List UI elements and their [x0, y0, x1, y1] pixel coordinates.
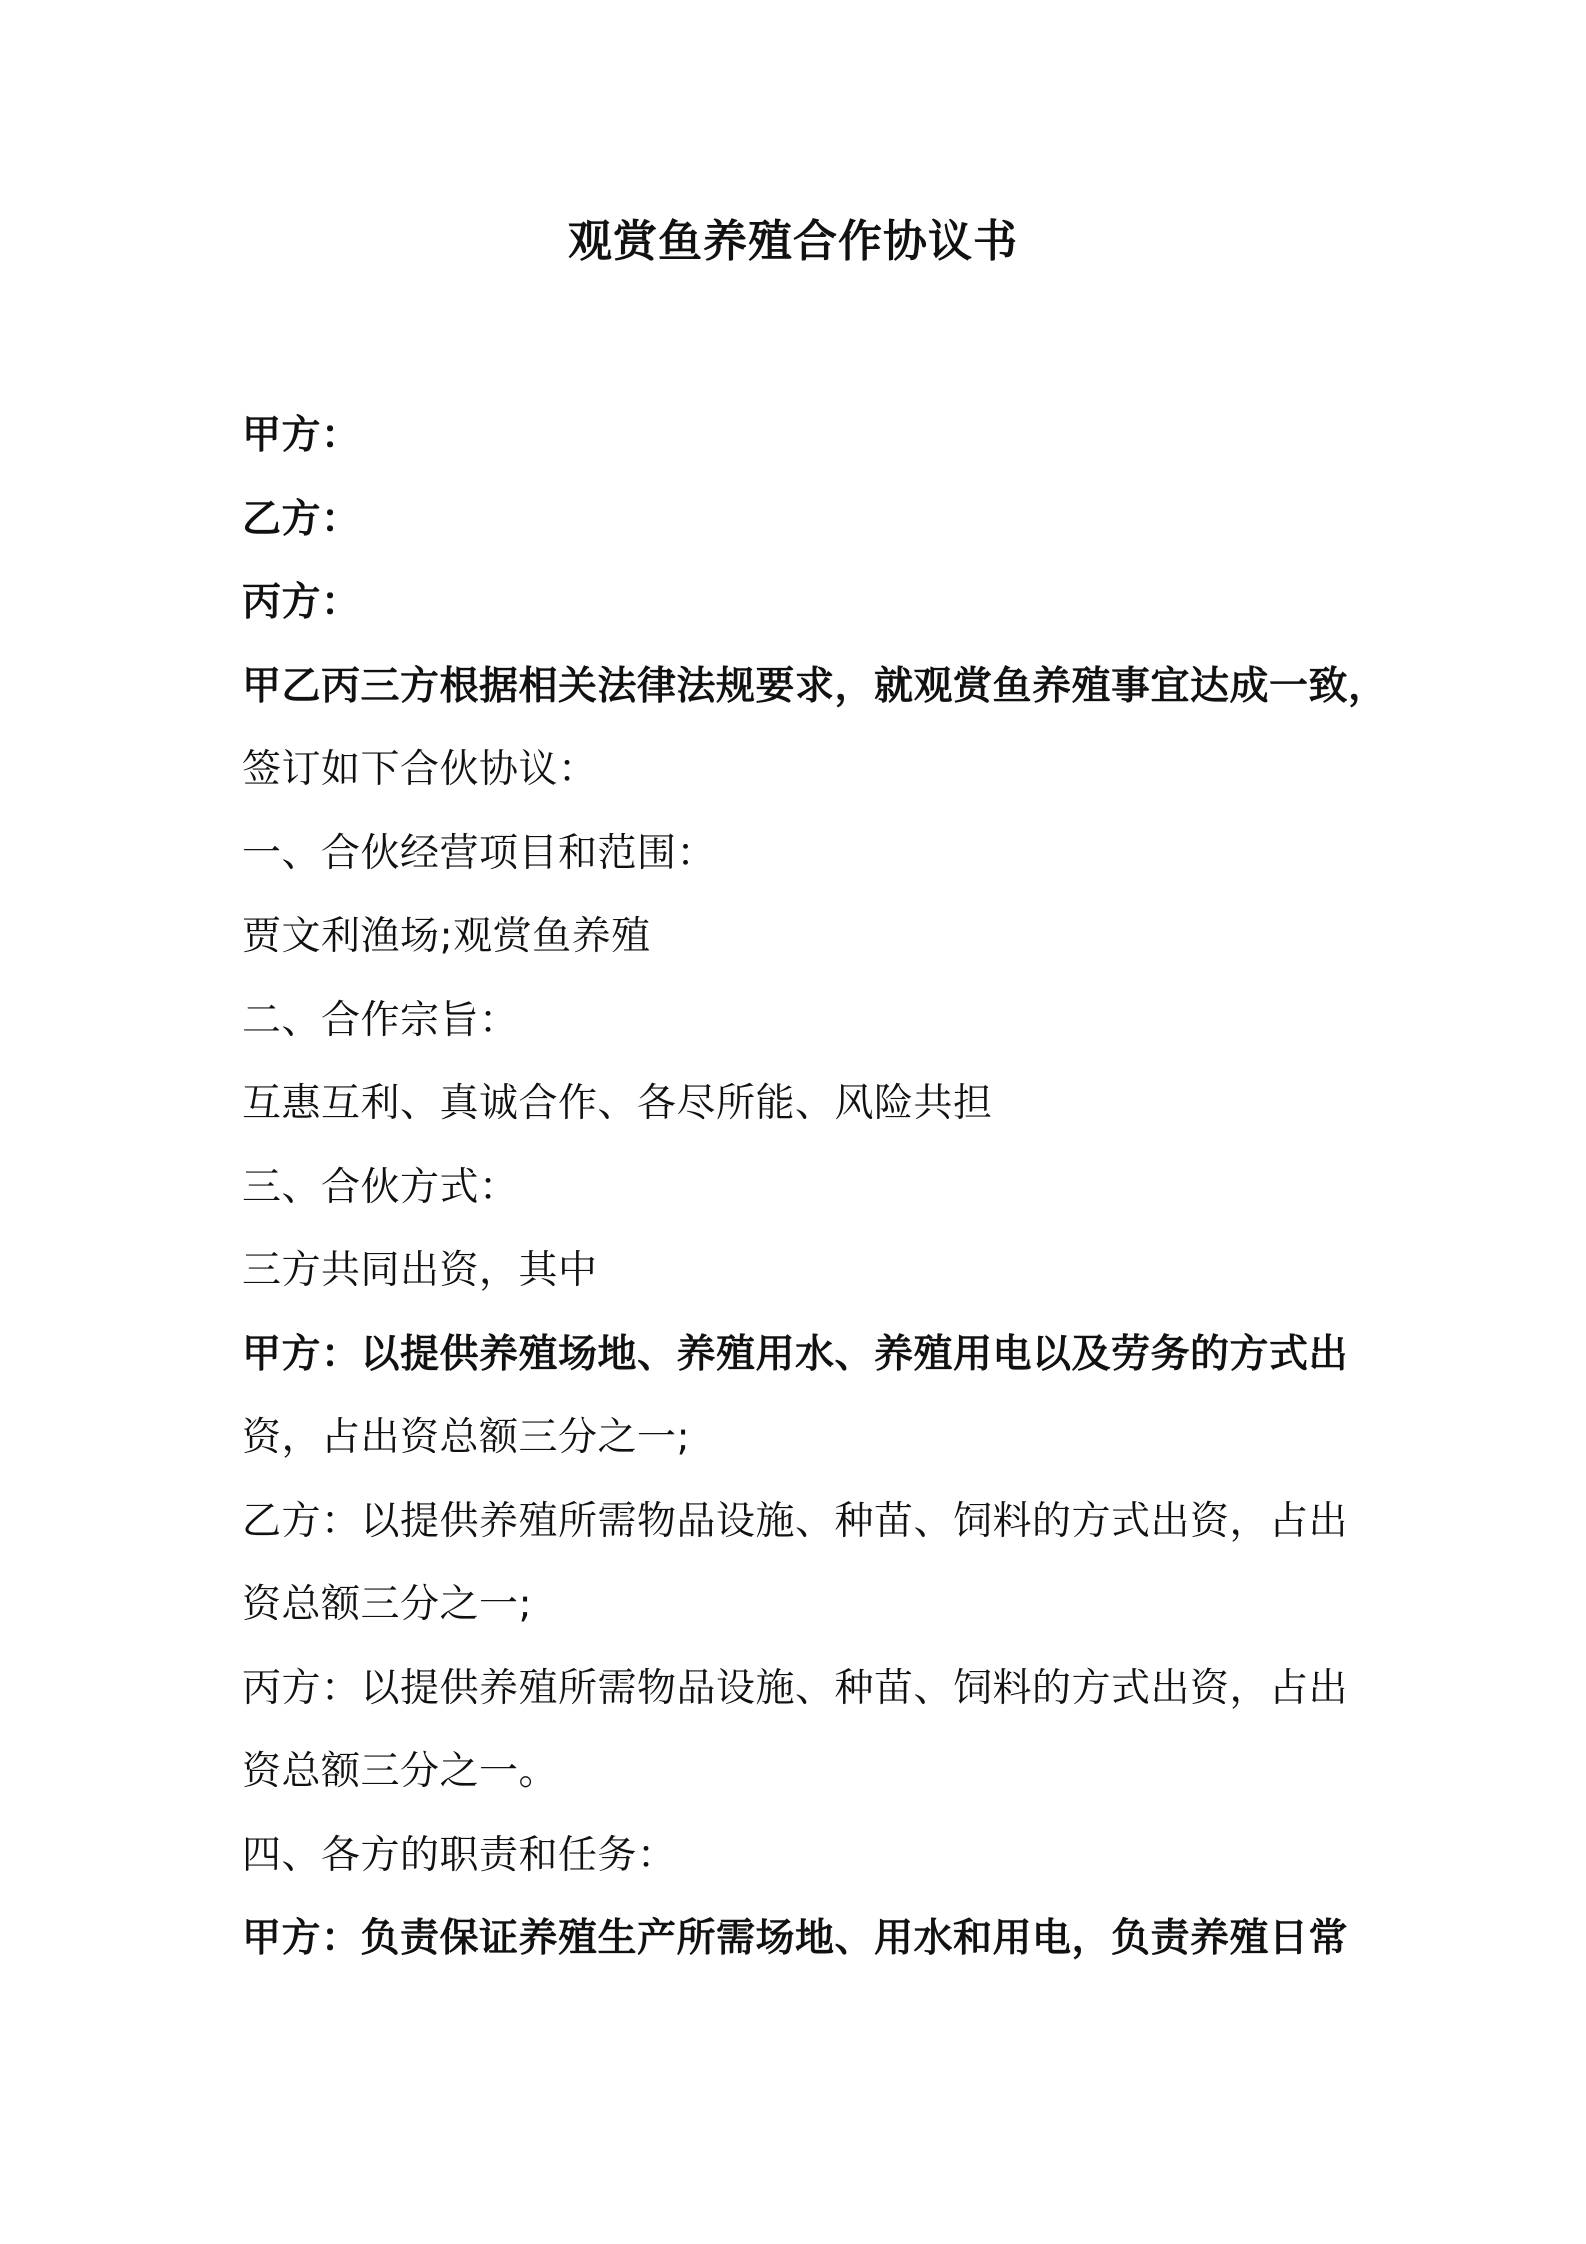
section-3-intro: 三方共同出资，其中 [242, 1248, 598, 1293]
party-a-duties-1: 甲方：负责保证养殖生产所需场地、用水和用电，负责养殖日常 [242, 1916, 1349, 1961]
party-b-capital-2: 资总额三分之一; [242, 1582, 533, 1627]
party-a-capital-1: 甲方：以提供养殖场地、养殖用水、养殖用电以及劳务的方式出 [242, 1332, 1349, 1377]
section-3-heading: 三、合伙方式： [242, 1165, 519, 1210]
preamble-line-2: 签订如下合伙协议： [242, 747, 598, 792]
section-1-heading: 一、合伙经营项目和范围： [242, 831, 717, 876]
party-c-label: 丙方： [242, 580, 361, 625]
section-4-heading: 四、各方的职责和任务： [242, 1833, 677, 1878]
party-c-capital-1: 丙方：以提供养殖所需物品设施、种苗、饲料的方式出资，占出 [242, 1666, 1349, 1711]
party-b-label: 乙方： [242, 497, 361, 542]
section-1-content: 贾文利渔场;观赏鱼养殖 [242, 914, 651, 959]
document-title: 观赏鱼养殖合作协议书 [568, 216, 1018, 267]
party-b-capital-1: 乙方：以提供养殖所需物品设施、种苗、饲料的方式出资，占出 [242, 1499, 1349, 1544]
preamble-line-1: 甲乙丙三方根据相关法律法规要求，就观赏鱼养殖事宜达成一致， [242, 664, 1388, 709]
party-a-label: 甲方： [242, 413, 361, 458]
section-2-heading: 二、合作宗旨： [242, 998, 519, 1043]
section-2-content: 互惠互利、真诚合作、各尽所能、风险共担 [242, 1081, 993, 1126]
party-a-capital-2: 资，占出资总额三分之一; [242, 1415, 691, 1460]
party-c-capital-2: 资总额三分之一。 [242, 1749, 559, 1794]
